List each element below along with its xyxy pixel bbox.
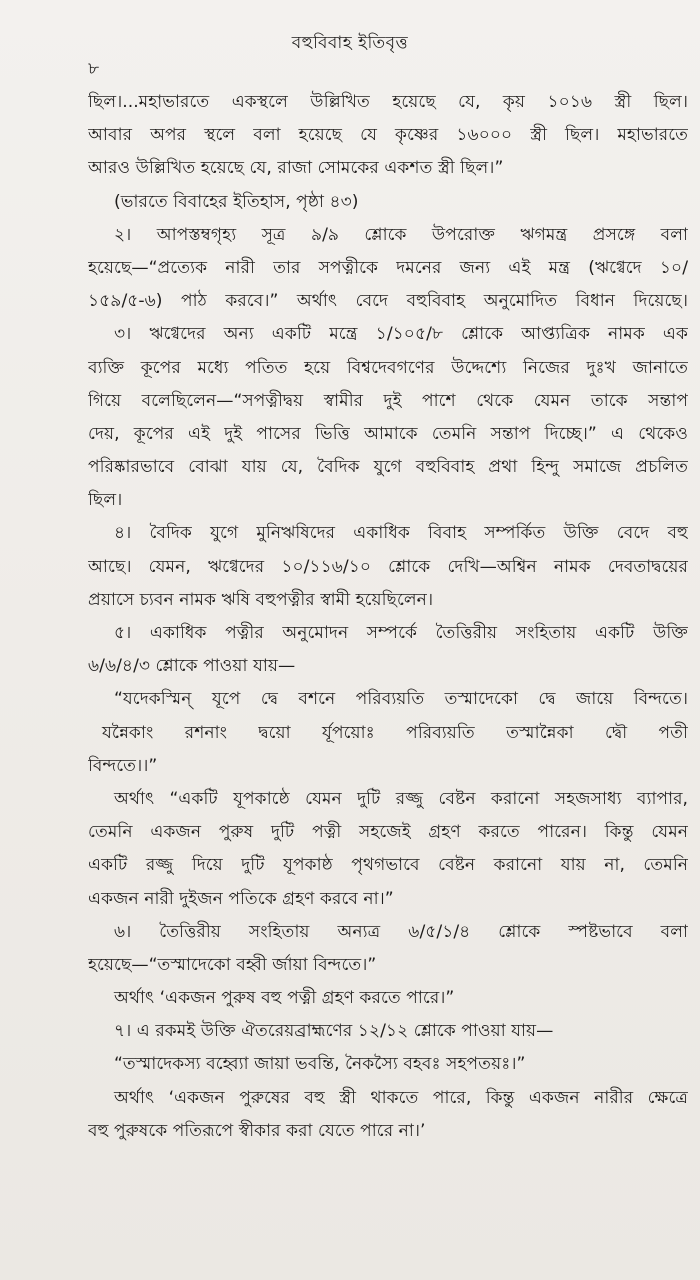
text-line: ৬। তৈত্তিরীয় সংহিতায় অন্যত্র ৬/৫/১/৪ শ্লোকে স্পষ্টভাবে বলা	[114, 921, 688, 942]
running-header: বহুবিবাহ ইতিবৃত্ত	[291, 33, 409, 53]
text-line: অর্থাৎ ‘একজন পুরুষ বহু পত্নী গ্রহণ করতে পারে।”	[114, 988, 455, 1009]
citation-line: (ভারতে বিবাহের ইতিহাস, পৃষ্ঠা ৪৩)	[114, 191, 359, 212]
verse-line: বিন্দতে।।”	[88, 755, 158, 776]
text-line: হয়েছে—“তস্মাদেকো বহ্বী র্জায়া বিন্দতে।”	[88, 954, 377, 975]
text-line: আরও উল্লিখিত হয়েছে যে, রাজা সোমকের একশত স্ত্রী ছিল।”	[88, 158, 504, 179]
text-line: ৭। এ রকমই উক্তি ঐতরেয়ব্রাহ্মণের ১২/১২ শ্লোকে পাওয়া যায়—	[114, 1021, 554, 1042]
text-line: অর্থাৎ ‘একজন পুরুষের বহু স্ত্রী থাকতে পারে, কিন্তু একজন নারীর ক্ষেত্রে	[114, 1087, 688, 1108]
verse-line: যন্নৈকাং রশনাং দ্বয়ো র্যূপয়োঃ পরিব্যয়তি তস্মান্নৈকা দ্বৌ পতী	[102, 722, 688, 743]
text-line: প্রয়াসে চ্যবন নামক ঋষি বহুপত্নীর স্বামী হয়েছিলেন।	[88, 589, 434, 610]
text-line: ২। আপস্তম্বগৃহ্য সূত্র ৯/৯ শ্লোকে উপরোক্ত ঋগমন্ত্র প্রসঙ্গে বলা	[114, 224, 688, 245]
text-line: দেয়, কূপের এই দুই পাসের ভিত্তি আমাকে তেমনি সন্তাপ দিচ্ছে।” এ থেকেও	[88, 423, 688, 444]
text-line: ৫। একাধিক পত্নীর অনুমোদন সম্পর্কে তৈত্তিরীয় সংহিতায় একটি উক্তি	[114, 623, 688, 643]
text-line: আবার অপর স্থলে বলা হয়েছে যে কৃষ্ণের ১৬০০০ স্ত্রী ছিল। মহাভারতে	[88, 125, 688, 146]
text-line: ১৫৯/৫-৬) পাঠ করবে।” অর্থাৎ বেদে বহুবিবাহ অনুমোদিত বিধান দিয়েছে।	[88, 291, 688, 312]
text-line: আছে। যেমন, ঋগ্বেদের ১০/১১৬/১০ শ্লোকে দেখি—অশ্বিন নামক দেবতাদ্বয়ের	[88, 556, 688, 577]
text-line: ৩। ঋগ্বেদের অন্য একটি মন্ত্রে ১/১০৫/৮ শ্লোকে আপ্ত্যত্রিক নামক এক	[114, 324, 688, 345]
text-line: ব্যক্তি কূপের মধ্যে পতিত হয়ে বিশ্বদেবগণের উদ্দেশ্যে নিজের দুঃখ জানাতে	[88, 357, 688, 378]
page-number: ৮	[88, 59, 100, 79]
text-line: ছিল।	[88, 490, 123, 511]
text-line: তেমনি একজন পুরুষ দুটি পত্নী সহজেই গ্রহণ করতে পারেন। কিন্তু যেমন	[88, 822, 688, 843]
text-line: একজন নারী দুইজন পতিকে গ্রহণ করবে না।”	[88, 888, 394, 909]
text-line: একটি রজ্জু দিয়ে দুটি যূপকাষ্ঠ পৃথগভাবে বেষ্টন করানো যায় না, তেমনি	[88, 855, 688, 876]
verse-line: “যদেকস্মিন্ যূপে দ্বে বশনে পরিব্যয়তি তস্মাদেকো দ্বে জায়ে বিন্দতে।	[114, 689, 688, 710]
text-line: গিয়ে বলেছিলেন—“সপত্নীদ্বয় স্বামীর দুই পাশে থেকে যেমন তাকে সন্তাপ	[88, 390, 688, 411]
verse-line: “তস্মাদেকস্য বহ্ব্যো জায়া ভবন্তি, নৈকস্যৈ বহবঃ সহপতয়ঃ।”	[114, 1054, 526, 1075]
text-line: পরিষ্কারভাবে বোঝা যায় যে, বৈদিক যুগে বহুবিবাহ প্রথা হিন্দু সমাজে প্রচলিত	[88, 457, 688, 478]
text-line: ৬/৬/৪/৩ শ্লোকে পাওয়া যায়—	[88, 656, 296, 677]
text-line: ৪। বৈদিক যুগে মুনিঋষিদের একাধিক বিবাহ সম্পর্কিত উক্তি বেদে বহু	[114, 523, 688, 544]
body-text	[88, 86, 688, 1148]
text-line: বহু পুরুষকে পতিরূপে স্বীকার করা যেতে পারে না।’	[88, 1120, 426, 1141]
text-line: অর্থাৎ “একটি যূপকাষ্ঠে যেমন দুটি রজ্জু বেষ্টন করানো সহজসাধ্য ব্যাপার,	[114, 788, 688, 809]
text-line: হয়েছে—“প্রত্যেক নারী তার সপত্নীকে দমনের জন্য এই মন্ত্র (ঋগ্বেদে ১০/	[88, 257, 688, 278]
text-line: ছিল।...মহাভারতে একস্থলে উল্লিখিত হয়েছে যে, কৃয় ১০১৬ স্ত্রী ছিল।	[88, 92, 688, 112]
